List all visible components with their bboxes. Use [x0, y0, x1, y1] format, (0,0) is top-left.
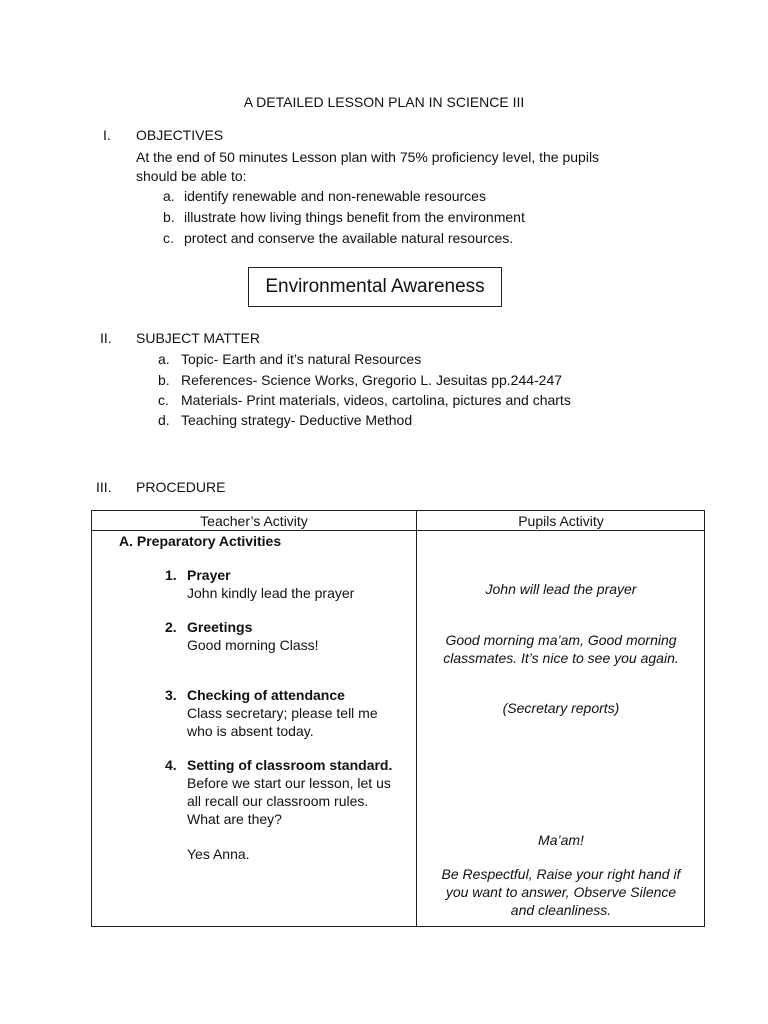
objective-item-letter: b.	[163, 209, 175, 225]
subject-item-text: Topic- Earth and it’s natural Resources	[181, 351, 422, 367]
pupil-response: classmates. It’s nice to see you again.	[443, 650, 679, 666]
objective-item-letter: c.	[163, 230, 174, 246]
objectives-number: I.	[103, 127, 111, 143]
pupil-response: Ma’am!	[538, 832, 584, 848]
objective-item-text: identify renewable and non-renewable resources	[184, 188, 486, 204]
objectives-intro-line-2: should be able to:	[136, 168, 247, 184]
topic-box: Environmental Awareness	[248, 267, 502, 307]
pupil-response: you want to answer, Observe Silence	[445, 884, 677, 900]
pupil-response: Be Respectful, Raise your right hand if	[441, 866, 681, 882]
procedure-table	[91, 510, 705, 927]
step-title: Setting of classroom standard.	[187, 757, 393, 773]
pupils-activity-header: Pupils Activity	[518, 513, 604, 529]
section-heading: A. Preparatory Activities	[119, 533, 282, 549]
step-title: Prayer	[187, 567, 231, 583]
step-title: Greetings	[187, 619, 253, 635]
objective-item-text: illustrate how living things benefit from the environment	[184, 209, 525, 225]
step-text: Yes Anna.	[187, 846, 250, 862]
subject-item-text: Teaching strategy- Deductive Method	[181, 412, 413, 428]
step-number: 1.	[165, 567, 177, 583]
step-text: all recall our classroom rules.	[187, 793, 369, 809]
objective-item-text: protect and conserve the available natural resources.	[184, 230, 514, 246]
column-divider	[416, 511, 417, 926]
step-text: Before we start our lesson, let us	[187, 775, 391, 791]
teacher-activity-header: Teacher’s Activity	[200, 513, 308, 529]
objectives-heading: OBJECTIVES	[136, 127, 224, 143]
pupil-response: and cleanliness.	[510, 902, 612, 918]
step-text: John kindly lead the prayer	[187, 585, 355, 601]
header-divider	[92, 530, 704, 531]
pupil-response: John will lead the prayer	[485, 581, 637, 597]
step-text: What are they?	[187, 811, 282, 827]
procedure-number: III.	[96, 479, 112, 495]
step-text: Good morning Class!	[187, 637, 319, 653]
step-number: 4.	[165, 757, 177, 773]
step-text: Class secretary; please tell me	[187, 705, 378, 721]
subject-item-letter: d.	[158, 412, 170, 428]
procedure-heading: PROCEDURE	[136, 479, 226, 495]
subject-item-letter: a.	[158, 351, 170, 367]
subject-item-letter: c.	[158, 392, 169, 408]
step-text: who is absent today.	[187, 723, 314, 739]
pupil-response: Good morning ma’am, Good morning	[445, 632, 677, 648]
subject-matter-number: II.	[100, 330, 112, 346]
subject-item-letter: b.	[158, 372, 170, 388]
pupil-response: (Secretary reports)	[502, 700, 620, 716]
step-title: Checking of attendance	[187, 687, 345, 703]
step-number: 3.	[165, 687, 177, 703]
objectives-intro-line-1: At the end of 50 minutes Lesson plan with 75% proficiency level, the pupils	[136, 149, 600, 165]
subject-item-text: Materials- Print materials, videos, cartolina, pictures and charts	[181, 392, 571, 408]
document-title: A DETAILED LESSON PLAN IN SCIENCE III	[243, 94, 525, 110]
subject-matter-heading: SUBJECT MATTER	[136, 330, 260, 346]
objective-item-letter: a.	[163, 188, 175, 204]
subject-item-text: References- Science Works, Gregorio L. Jesuitas pp.244-247	[181, 372, 563, 388]
step-number: 2.	[165, 619, 177, 635]
